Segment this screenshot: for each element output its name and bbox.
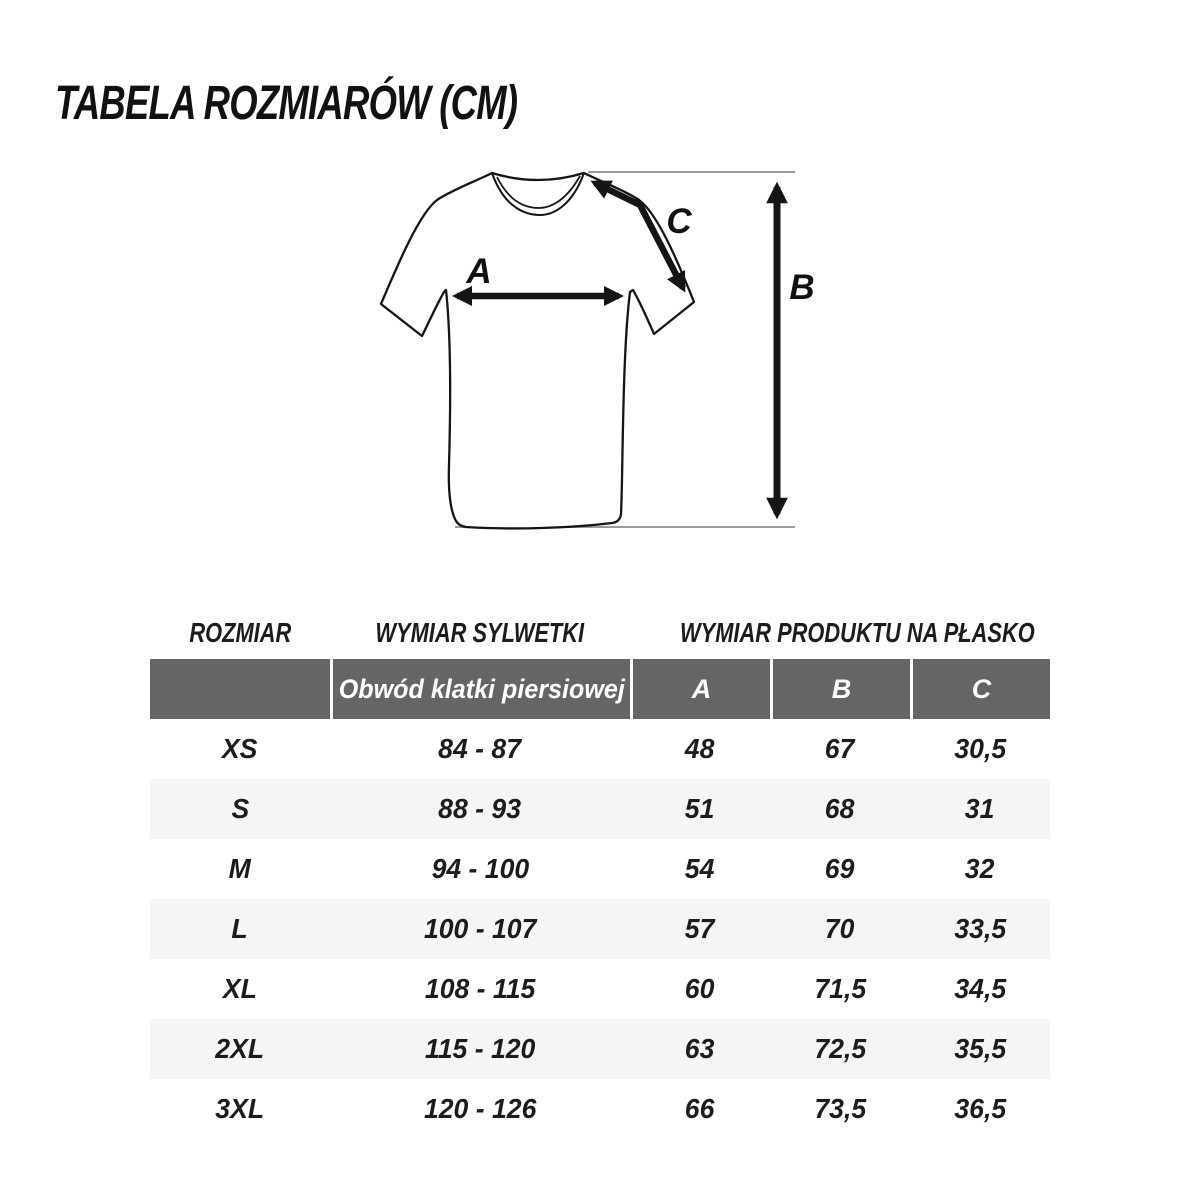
header-cell-chest (330, 659, 630, 719)
cell-chest (330, 839, 630, 899)
group-header-body-measure-label: WYMIAR SYLWETKI (375, 617, 585, 648)
dimension-label-b: B (789, 268, 815, 307)
b-value: 72,5 (814, 1033, 866, 1064)
size-value: M (228, 853, 252, 884)
cell-c (910, 1079, 1050, 1139)
group-header-body-measure (330, 617, 630, 649)
c-value: 30,5 (954, 733, 1006, 764)
table-row-xl (150, 959, 1050, 1019)
group-header-product-measure (630, 617, 1050, 649)
cell-chest (330, 1079, 630, 1139)
cell-b (770, 839, 910, 899)
cell-c (910, 959, 1050, 1019)
table-row-s (150, 779, 1050, 839)
header-cell-c-label: C (971, 673, 992, 704)
c-value: 33,5 (954, 913, 1006, 944)
dimension-label-c: C (666, 202, 692, 241)
header-cell-chest-label: Obwód klatki piersiowej (338, 673, 625, 704)
cell-a (630, 719, 770, 779)
cell-a (630, 1019, 770, 1079)
group-header-size-label: ROZMIAR (189, 617, 291, 648)
cell-b (770, 1019, 910, 1079)
a-value: 60 (685, 973, 715, 1004)
cell-c (910, 779, 1050, 839)
cell-b (770, 1079, 910, 1139)
cell-a (630, 1079, 770, 1139)
chest-value: 84 - 87 (438, 733, 522, 764)
cell-chest (330, 899, 630, 959)
b-value: 67 (825, 733, 855, 764)
b-value: 73,5 (814, 1093, 866, 1124)
cell-c (910, 1019, 1050, 1079)
cell-size (150, 959, 330, 1019)
cell-chest (330, 959, 630, 1019)
size-value: XL (223, 973, 257, 1004)
c-value: 31 (965, 793, 995, 824)
b-value: 68 (825, 793, 855, 824)
page-title: TABELA ROZMIARÓW (CM) (55, 77, 518, 131)
cell-size (150, 1079, 330, 1139)
table-row-xs (150, 719, 1050, 779)
cell-size (150, 779, 330, 839)
header-cell-a (630, 659, 770, 719)
table-row-m (150, 839, 1050, 899)
cell-chest (330, 719, 630, 779)
size-value: XS (222, 733, 258, 764)
size-value: 2XL (215, 1033, 265, 1064)
cell-b (770, 719, 910, 779)
cell-a (630, 959, 770, 1019)
header-cell-a-label: A (691, 673, 712, 704)
a-value: 48 (685, 733, 715, 764)
chest-value: 115 - 120 (424, 1033, 536, 1064)
c-value: 35,5 (954, 1033, 1006, 1064)
cell-size (150, 719, 330, 779)
table-header-row (150, 659, 1050, 719)
cell-size (150, 839, 330, 899)
cell-a (630, 779, 770, 839)
header-cell-b (770, 659, 910, 719)
header-cell-empty (150, 659, 330, 719)
tshirt-measurement-diagram (330, 140, 850, 580)
cell-a (630, 899, 770, 959)
cell-chest (330, 1019, 630, 1079)
cell-b (770, 959, 910, 1019)
c-value: 32 (965, 853, 995, 884)
chest-value: 88 - 93 (438, 793, 522, 824)
b-value: 69 (825, 853, 855, 884)
group-header-product-measure-label: WYMIAR PRODUKTU NA PŁASKO (680, 617, 1035, 648)
cell-b (770, 899, 910, 959)
b-value: 71,5 (814, 973, 866, 1004)
header-cell-c (910, 659, 1050, 719)
chest-value: 94 - 100 (431, 853, 529, 884)
c-value: 36,5 (954, 1093, 1006, 1124)
group-header-size (150, 617, 330, 649)
cell-chest (330, 779, 630, 839)
tshirt-outline (381, 173, 694, 528)
chest-value: 108 - 115 (424, 973, 536, 1004)
chest-value: 100 - 107 (423, 913, 537, 944)
a-value: 57 (685, 913, 715, 944)
table-row-2xl (150, 1019, 1050, 1079)
a-value: 54 (685, 853, 715, 884)
table-group-headers (150, 609, 1050, 657)
a-value: 63 (685, 1033, 715, 1064)
cell-size (150, 899, 330, 959)
cell-a (630, 839, 770, 899)
size-value: 3XL (215, 1093, 265, 1124)
cell-size (150, 1019, 330, 1079)
a-value: 51 (685, 793, 715, 824)
b-value: 70 (825, 913, 855, 944)
size-value: L (231, 913, 249, 944)
size-value: S (231, 793, 249, 824)
table-row-l (150, 899, 1050, 959)
c-value: 34,5 (954, 973, 1006, 1004)
table-row-3xl (150, 1079, 1050, 1139)
table-body (150, 719, 1050, 1139)
cell-b (770, 779, 910, 839)
chest-value: 120 - 126 (423, 1093, 537, 1124)
cell-c (910, 719, 1050, 779)
a-value: 66 (685, 1093, 715, 1124)
cell-c (910, 839, 1050, 899)
dimension-label-a: A (466, 252, 492, 291)
cell-c (910, 899, 1050, 959)
header-cell-b-label: B (831, 673, 852, 704)
